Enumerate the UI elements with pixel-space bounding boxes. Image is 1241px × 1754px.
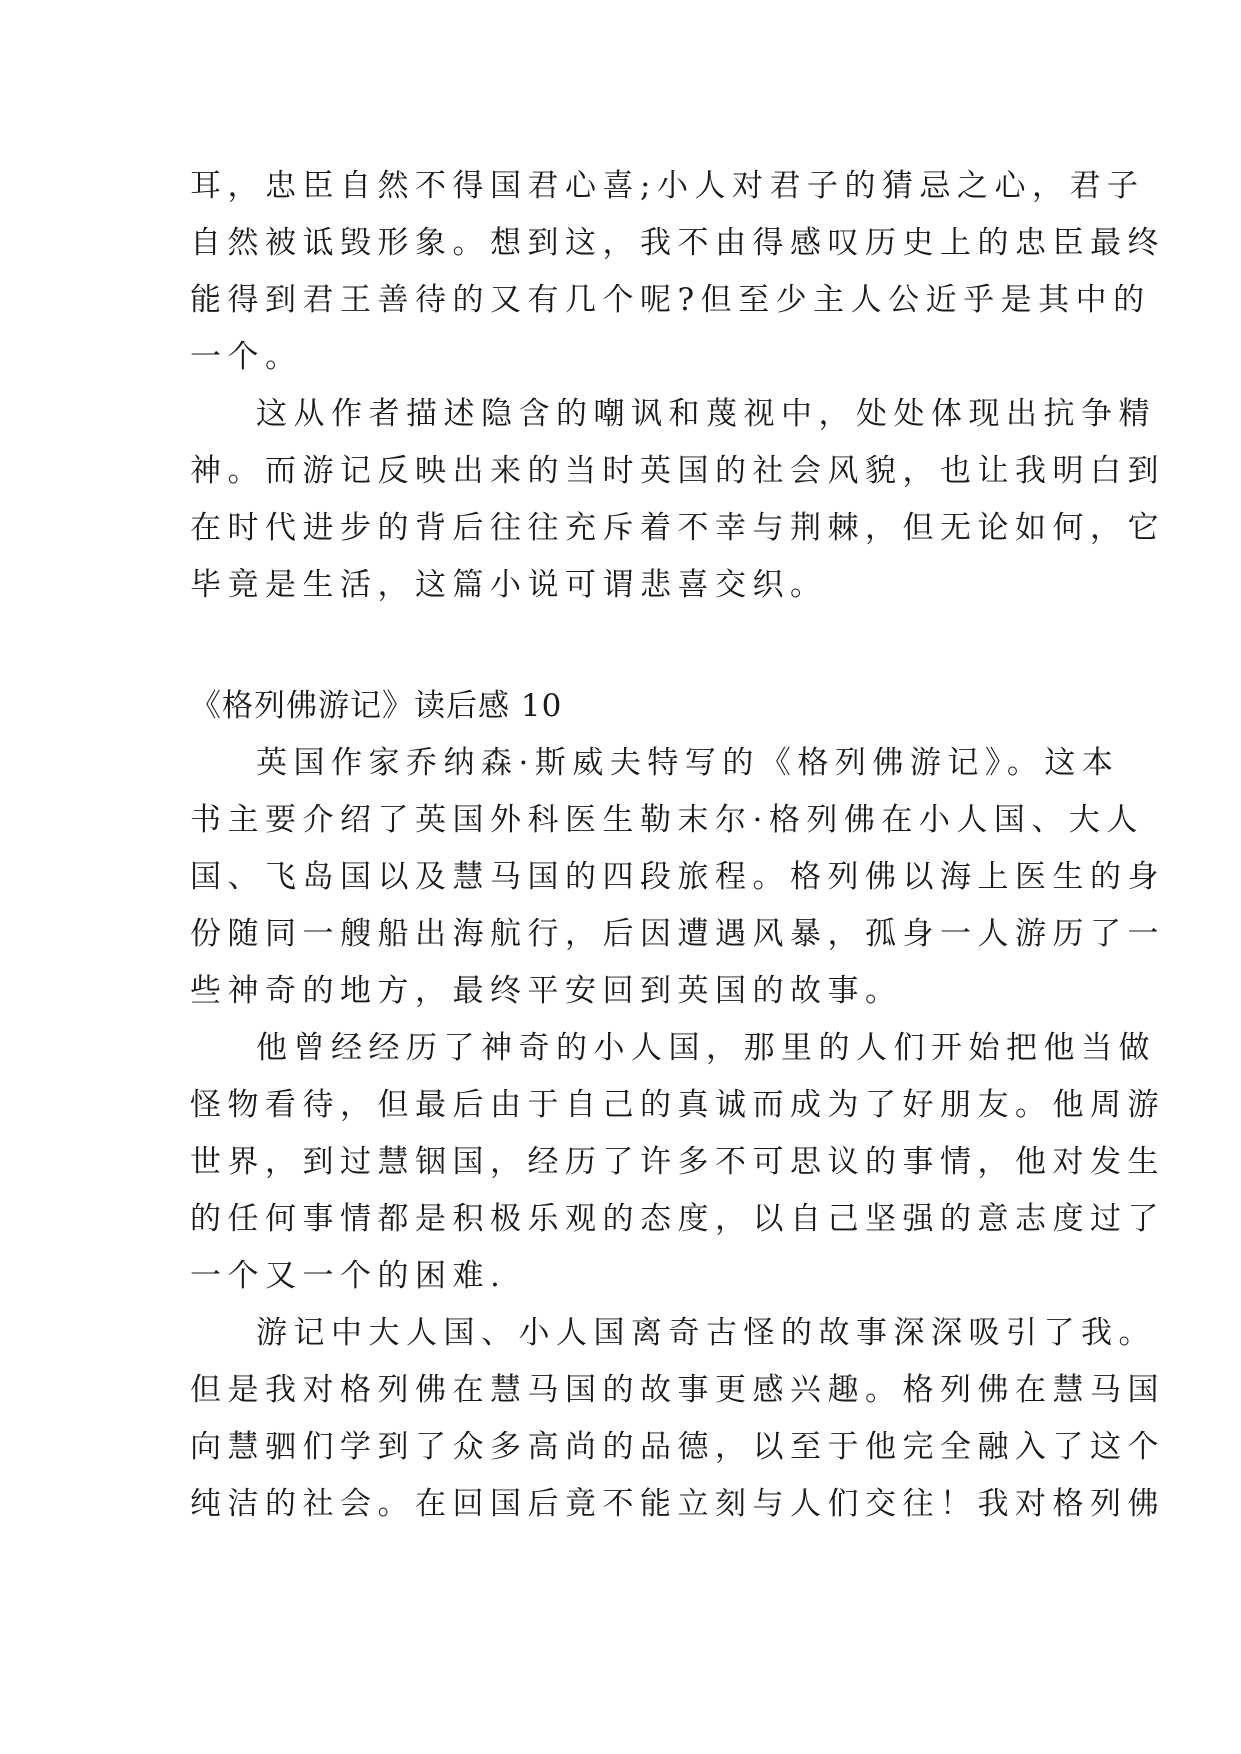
text-line: 一个又一个的困难. <box>190 1258 507 1294</box>
text-line: 在时代进步的背后往往充斥着不幸与荆棘，但无论如何，它 <box>190 510 1165 546</box>
text-line: 些神奇的地方，最终平安回到英国的故事。 <box>190 973 903 1009</box>
text-line: 毕竟是生活，这篇小说可谓悲喜交织。 <box>190 567 828 603</box>
text-line: 的任何事情都是积极乐观的态度，以自己坚强的意志度过了 <box>190 1201 1165 1237</box>
text-line: 国、飞岛国以及慧马国的四段旅程。格列佛以海上医生的身 <box>190 859 1165 895</box>
text-line: 能得到君王善待的又有几个呢?但至少主人公近乎是其中的 <box>190 282 1151 318</box>
text-line: 耳，忠臣自然不得国君心喜;小人对君子的猜忌之心，君子 <box>190 168 1145 204</box>
text-line: 书主要介绍了英国外科医生勒末尔·格列佛在小人国、大人 <box>190 802 1144 838</box>
paragraph-start-line: 他曾经经历了神奇的小人国，那里的人们开始把他当做 <box>256 1030 1156 1066</box>
text-line: 怪物看待，但最后由于自己的真诚而成为了好朋友。他周游 <box>190 1087 1165 1123</box>
text-line: 自然被诋毁形象。想到这，我不由得感叹历史上的忠臣最终 <box>190 225 1165 261</box>
text-line: 神。而游记反映出来的当时英国的社会风貌，也让我明白到 <box>190 453 1165 489</box>
paragraph-start-line: 游记中大人国、小人国离奇古怪的故事深深吸引了我。 <box>256 1315 1156 1351</box>
text-line: 但是我对格列佛在慧马国的故事更感兴趣。格列佛在慧马国 <box>190 1372 1165 1408</box>
section-title: 《格列佛游记》读后感 10 <box>190 688 563 724</box>
text-line: 一个。 <box>190 339 303 375</box>
text-line: 份随同一艘船出海航行，后因遭遇风暴，孤身一人游历了一 <box>190 916 1165 952</box>
text-line: 向慧驷们学到了众多高尚的品德，以至于他完全融入了这个 <box>190 1429 1165 1465</box>
text-line: 世界，到过慧铟国，经历了许多不可思议的事情，他对发生 <box>190 1144 1165 1180</box>
text-line: 纯洁的社会。在回国后竟不能立刻与人们交往！我对格列佛 <box>190 1486 1165 1522</box>
paragraph-start-line: 英国作家乔纳森·斯威夫特写的《格列佛游记》。这本 <box>256 745 1120 781</box>
paragraph-start-line: 这从作者描述隐含的嘲讽和蔑视中，处处体现出抗争精 <box>256 396 1156 432</box>
